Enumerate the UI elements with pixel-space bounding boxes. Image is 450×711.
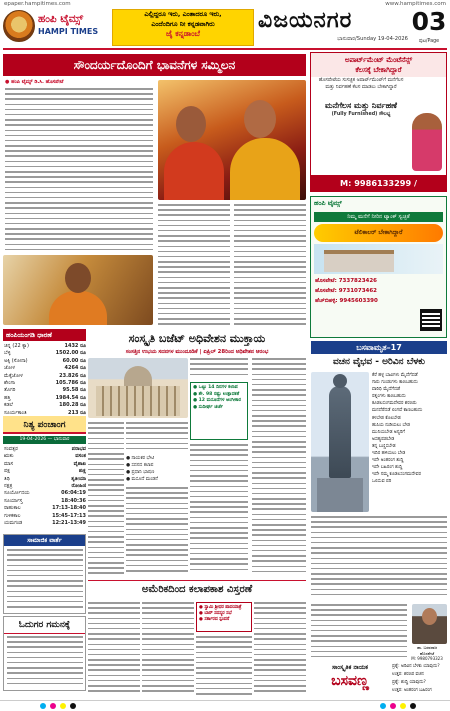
verse-line: ಅಸಹ್ಯಪಡಬೇಡ [372, 436, 395, 442]
fact-3: ● 12 ಮಸೂದೆಗಳ ಅಂಗೀಕಾರ [193, 398, 242, 404]
fact-1: ● ಒಟ್ಟು 14 ದಿನಗಳ ಕಲಾಪ [193, 385, 238, 390]
mid-text-column-2-bottom [126, 487, 188, 577]
qr-code-icon[interactable] [420, 309, 442, 331]
fact-4: ● ಸುದೀರ್ಘ ಚರ್ಚೆ [193, 404, 224, 410]
market-row [4, 358, 86, 365]
verse-line: ಒಲಿಸುವ ಪರಿ [372, 479, 392, 485]
page-number: 03 [411, 7, 447, 36]
market-value: 1984.54 ರೂ [55, 394, 86, 401]
ad2-building-image [314, 244, 443, 274]
brand-name-english: HAMPI TIMES [38, 27, 99, 36]
america-text-2 [142, 602, 194, 698]
ad1-title-line-2: ಕೆಲಸಕ್ಕೆ ಬೇಕಾಗಿದ್ದಾರೆ [355, 66, 402, 74]
lead-text-column-2 [158, 204, 230, 326]
slogan-line-3: ಜೈ ಕನ್ನಡಾಂಬೆ [166, 29, 200, 38]
panchanga-value: 12:21-13:49 [52, 519, 86, 526]
panchanga-row [4, 505, 86, 512]
budget-session-subhead: ಸಂಸತ್ತಿನ ಉಭಯ ಸದನಗಳ ಮುಂದೂಡಿಕೆ | ಏಪ್ರಿಲ್ 28ರಿಂದ ಅಧಿವೇಶನ ಆರಂಭ [125, 349, 269, 355]
mid-text-column-3 [252, 358, 306, 578]
panchanga-row [4, 520, 86, 527]
session-facts-box [190, 382, 248, 440]
panchanga-value: 06:04:19 [61, 490, 86, 497]
panchanga-value: ವಸಂತ [75, 453, 86, 460]
market-row [4, 380, 86, 387]
panchanga-row [4, 490, 86, 497]
america-text-1 [88, 602, 140, 698]
panchanga-row [4, 476, 86, 483]
panchanga-label: ನಕ್ಷತ್ರ [4, 482, 13, 489]
america-text-4 [254, 602, 306, 698]
market-row [4, 395, 86, 402]
basava-article-text-2 [311, 604, 407, 660]
market-value: 23.826 ರೂ [59, 372, 86, 379]
market-value: 1502.00 ರೂ [55, 350, 86, 357]
masthead [0, 8, 450, 48]
market-value: 4264 ರೂ [64, 365, 86, 372]
url-bar [0, 0, 450, 8]
panchanga-value: ರೋಹಿಣಿ [71, 482, 86, 489]
page-label: ಪುಟ/Page [418, 39, 440, 44]
market-row [4, 350, 86, 357]
registration-yellow-icon [60, 703, 66, 709]
panchanga-label: ತಿಥಿ [4, 475, 10, 482]
verse-line: ಕಳಬೇಡ ಕೊಲಬೇಡ [372, 415, 401, 421]
verse-line: ಮುನಿಯಬೇಡ ಅನ್ಯರಿಗೆ [372, 429, 405, 435]
registration-cyan-icon-2 [380, 703, 386, 709]
registration-cyan-icon [40, 703, 46, 709]
ad2-banner: ನಿಮ್ಮ ಮನೆಗೆ ನೀರಿನ ಟ್ಯಾಂಕ್ ಸ್ವಚ್ಛತೆ [314, 212, 443, 222]
america-story-headline[interactable]: ಅಮೆರಿಕದಿಂದ ಕಲಾಪಕಾಶ ವಿಸ್ತರಣೆ [88, 580, 306, 598]
market-row [4, 365, 86, 372]
market-row [4, 343, 86, 350]
website-url[interactable]: www.hampitimes.com [385, 1, 446, 7]
market-label: ಶೇಂಗಾ [4, 379, 16, 386]
panchanga-label: ಸೂರ್ಯೋದಯ [4, 490, 30, 497]
verse-line: ಇದಿರ ಹಳಿಯಲು ಬೇಡ [372, 451, 406, 457]
author-place: ಹೊಸಪೇಟೆ [419, 650, 435, 656]
parliament-building-photo [88, 358, 188, 418]
ad1-body: ಹೊಸಪೇಟೆಯ ಸುಸಜ್ಜಿತ ಅಪಾರ್ಟ್‌ಮೆಂಟ್‌ಗೆ ಮನೆಗೆಲಸ ಮತ್ತು ನಿರ್ವಹಣೆ ಕೆಲಸ ಮಾಡಲು ಬೇಕಾಗಿದ್ದಾರೆ [318, 78, 404, 90]
lead-byline: ● ಹಂಪಿ ಟೈಮ್ಸ್ ಡಿ.ಸಿ. ಹೊಸಪೇಟೆ [5, 79, 64, 85]
panchanga-value: ತೃತೀಯಾ [71, 475, 86, 482]
market-box-title: ಹಂಪಿಯಂಗಡಿ ಧಾರಣೆ [3, 329, 86, 341]
epaper-url[interactable]: epaper.hampitimes.com [4, 1, 71, 7]
panchanga-value: ಶುಕ್ಲ [78, 468, 86, 475]
ad2-header: ಹಂಪಿ ಟೈಮ್ಸ್ [314, 199, 342, 207]
amr-item-3: ● ಸರ್ಕಾರದ ಸ್ಪಂದನೆ [199, 617, 230, 622]
social-news-box [3, 534, 86, 614]
lead-text-column-1 [5, 88, 153, 252]
panchanga-title: ನಿತ್ಯ ಪಂಚಾಂಗ [3, 416, 86, 434]
market-row [4, 402, 86, 409]
lead-photo-woman-cooking [3, 255, 153, 325]
panchanga-date: 19-04-2026 — ಭಾನುವಾರ [3, 436, 86, 444]
panchanga-label: ಮಾಸ [4, 460, 14, 467]
social-news-title: ಸಾಮಾಜಿಕ ವಾರ್ತೆ [4, 535, 85, 546]
author-phone: M: 9980793323 [411, 656, 443, 661]
market-value: 180.28 ರೂ [59, 402, 86, 409]
panchanga-value: 15:45-17:13 [52, 512, 86, 519]
ad1-title-line-1: ಅಪಾರ್ಟ್‌ಮೆಂಟ್ ಮೆಂಟೆನೆನ್ಸ್ [344, 56, 413, 64]
bullet-4: ● ಮಸೂದೆ ಮಂಡನೆ [126, 477, 158, 482]
ad2-contact-3[interactable]: ಹೆಚ್‌ಬಿಹಳ್ಳಿ: 9945603390 [315, 298, 378, 304]
quiz-line-1: ಪ್ರಶ್ನೆ: ಅರಿವಿನ ಬೆಳಕು ಯಾವುದು? [392, 664, 440, 669]
amr-item-1: ● ಸ್ವಾಮಿ ಶ್ರೀಧರ ಪಾದಯಾತ್ರೆ [199, 605, 242, 610]
readers-notice-title: ಓದುಗರ ಗಮನಕ್ಕೆ [4, 617, 85, 634]
america-info-box [196, 602, 252, 632]
cultural-leader-block [311, 664, 389, 690]
panchanga-table [4, 446, 86, 527]
market-label: ಚಿನ್ನ (22 ಕ್ಯಾ) [4, 343, 29, 349]
cultural-leader-name: ಬಸವಣ್ಣ [331, 673, 369, 689]
ad-apartment-maintenance[interactable] [310, 52, 447, 192]
verse-line: ಹುಸಿಯ ನುಡಿಯಲು ಬೇಡ [372, 422, 410, 428]
registration-magenta-icon [50, 703, 56, 709]
verse-line: ಗಾರು ಗುಂಡುಗಳು ಕಾಣಬಹುದು [372, 380, 418, 386]
verse-line: ಇದೇ ನಮ್ಮ ಕೂಡಲಸಂಗಮದೇವರ [372, 472, 421, 478]
panchanga-row [4, 483, 86, 490]
panchanga-row [4, 513, 86, 520]
market-label: ಕಡಲೆ [4, 402, 13, 409]
verse-line: ರತ್ನಂಗಳು ಕಾಣಬಹುದು [372, 394, 406, 400]
bullet-2: ● ಸದನದ ಕಲಾಪ [126, 463, 154, 468]
brand-block [38, 12, 108, 37]
lead-text-column-3 [234, 204, 306, 326]
cultural-leader-label: ಸಾಂಸ್ಕೃತಿಕ ನಾಯಕ [332, 664, 368, 671]
panchanga-label: ಗುಳಿಕಕಾಲ [4, 512, 21, 519]
verse-line: ಮನದೆರೆದಡೆ ಲಿಂಗವೆ ಕಾಣಬಹುದು [372, 408, 423, 414]
market-label: ಅಕ್ಕಿ (ಸೋನಾ) [4, 357, 28, 364]
registration-yellow-icon-2 [400, 703, 406, 709]
panchanga-label: ಋತು [4, 453, 14, 460]
market-label: ಜೋಳ [4, 365, 15, 372]
readers-notice-box [3, 616, 86, 691]
verse-line: ಇದೇ ಬಹಿರಂಗ ಶುದ್ಧಿ [372, 465, 403, 471]
market-label: ತೊಗರಿ [4, 387, 16, 394]
panchanga-label: ರಾಹುಕಾಲ [4, 505, 21, 512]
bullet-3: ● ಪ್ರಧಾನಿ ಭಾಷಣ [126, 470, 155, 475]
panchanga-row [4, 461, 86, 468]
ad1-phone[interactable]: M: 9986133299 / [311, 175, 446, 191]
america-text-3 [196, 636, 252, 698]
dateline: ಭಾನುವಾರ/Sunday 19-04-2026 [337, 36, 408, 42]
market-label: ಹತ್ತಿ [4, 394, 11, 401]
verse-line: ಇದೇ ಅಂತರಂಗ ಶುದ್ಧಿ [372, 458, 404, 464]
basava-article-text [311, 516, 447, 602]
mid-text-column-1 [88, 422, 124, 578]
panchanga-value: 17:13-18:40 [52, 505, 86, 512]
panchanga-row [4, 453, 86, 460]
market-value: 60.00 ರೂ [62, 357, 86, 364]
registration-black-icon [70, 703, 76, 709]
masthead-rule [3, 48, 447, 50]
mid-bullet-list [126, 455, 190, 483]
verse-line: ಕೆರೆ ಹಳ್ಳ ಬಾವಿಗಳು ಮೈದೆಗೆದಡೆ [372, 373, 418, 378]
panchanga-row [4, 446, 86, 453]
panchanga-label: ಸಂವತ್ಸರ [4, 446, 18, 452]
basavamrutha-title: ಬಸವಾಮೃತ–17 [311, 341, 447, 354]
basava-statue-photo [311, 372, 369, 512]
slogan-line-2: ಎಂದೆಂದಿಗೂ ನೀ ಕನ್ನಡವಾಗಿರು [151, 19, 215, 28]
verse-line: ಕೂಡಲಸಂಗಮದೇವರ ಶರಣರು [372, 401, 417, 407]
market-value: 213 ರೂ [67, 409, 86, 416]
lead-photo-women-in-sarees [158, 80, 306, 200]
panchanga-value: ವೈಶಾಖ [73, 460, 86, 467]
lead-headline[interactable]: ಸೌಂದರ್ಯದೊಂದಿಗೆ ಭಾವನೆಗಳ ಸಮ್ಮಿಲನ [3, 54, 306, 76]
author-photo [412, 604, 447, 644]
panchanga-label: ಯಮಗಂಡ [4, 519, 23, 526]
market-value: 105.786 ರೂ [55, 379, 86, 386]
mid-text-column-2b [190, 444, 248, 578]
brand-name-kannada: ಹಂಪಿ ಟೈಮ್ಸ್ [38, 13, 84, 25]
slogan-line-1: ಎಲ್ಲಿದ್ದರೂ ಇರು, ಎಂತಾದರೂ ಇರು, [144, 10, 222, 18]
bullet-1: ● ನಾಯಕರ ಭೇಟಿ [126, 456, 155, 461]
quiz-line-3: ಪ್ರಶ್ನೆ: ಶುದ್ಧಿ ಯಾವುದು? [392, 680, 426, 685]
amr-item-2: ● ಬಾರ್ ಸದಸ್ಯರ ಸಭೆ [199, 611, 232, 616]
quiz-line-4: ಉತ್ತರ: ಅಂತರಂಗ ಬಹಿರಂಗ [392, 688, 432, 693]
verse-line: ತನ್ನ ಬಣ್ಣಿಸಬೇಡ [372, 443, 396, 449]
market-label: ಮೆಕ್ಕೆಜೋಳ [4, 372, 23, 379]
ad1-model-icon [412, 113, 442, 171]
mid-text-column-2-top [126, 422, 188, 452]
registration-black-icon-2 [410, 703, 416, 709]
ad1-highlight-2: (Fully Furnished) ಸೌಲಭ್ಯ [331, 112, 391, 117]
ad2-contact-2[interactable]: ಹೊಸಪೇಟೆ: 9731073462 [315, 288, 377, 294]
budget-session-headline[interactable]: ಸಂಸ್ಕೃತಿ ಬಜೆಟ್ ಅಧಿವೇಶನ ಮುಕ್ತಾಯ [128, 332, 266, 345]
ad-water-tank-cleaning[interactable] [310, 196, 447, 338]
panchanga-row [4, 468, 86, 475]
ad2-strip: ಟೆಲಿಕಾಲರ್ ಬೇಕಾಗಿದ್ದಾರೆ [314, 224, 443, 242]
edition-title: ವಿಜಯನಗರ [258, 8, 353, 33]
kannada-slogan-box [112, 9, 254, 46]
panchanga-label: ಸೂರ್ಯಾಸ್ತ [4, 497, 23, 504]
verse-line: ವಾರಿಧಿ ಮೈದೆಗೆದಡೆ [372, 387, 401, 393]
market-label: ಸೂರ್ಯಕಾಂತಿ [4, 409, 27, 416]
author-name: ಡಾ. ಬಸವರಾಜ [416, 645, 438, 650]
market-value: 95.58 ರೂ [62, 387, 86, 394]
ad2-contact-1[interactable]: ಹೊಸಪೇಟೆ: 7337823426 [315, 278, 377, 284]
quiz-line-2: ಉತ್ತರ: ಶರಣರ ವಚನ [392, 672, 424, 677]
panchanga-value: 18:40:36 [61, 497, 86, 504]
panchanga-label: ಪಕ್ಷ [4, 468, 10, 475]
panchanga-value: ಪರಾಭವ [71, 446, 86, 452]
market-row [4, 373, 86, 380]
logo-emblem-icon [3, 10, 35, 42]
ad1-highlight-1: ಮನೆಗೆಲಸ ಮತ್ತು ನಿರ್ವಹಣೆ [325, 101, 397, 110]
panchanga-row [4, 498, 86, 505]
market-row [4, 387, 86, 394]
market-value: 1432 ರೂ [64, 343, 86, 349]
basavamrutha-subtitle: ವಚನ ವೈಭವ - ಅರಿವಿನ ಬೆಳಕು [333, 357, 425, 367]
vachana-verse [372, 372, 448, 486]
mid-text-top [190, 358, 248, 380]
market-label: ಬೆಳ್ಳಿ [4, 350, 11, 357]
registration-magenta-icon-2 [390, 703, 396, 709]
author-credit [405, 645, 449, 662]
fact-2: ● ಶೇ. 98 ರಷ್ಟು ಉತ್ಪಾದಕತೆ [193, 391, 240, 397]
market-price-table [4, 343, 86, 424]
